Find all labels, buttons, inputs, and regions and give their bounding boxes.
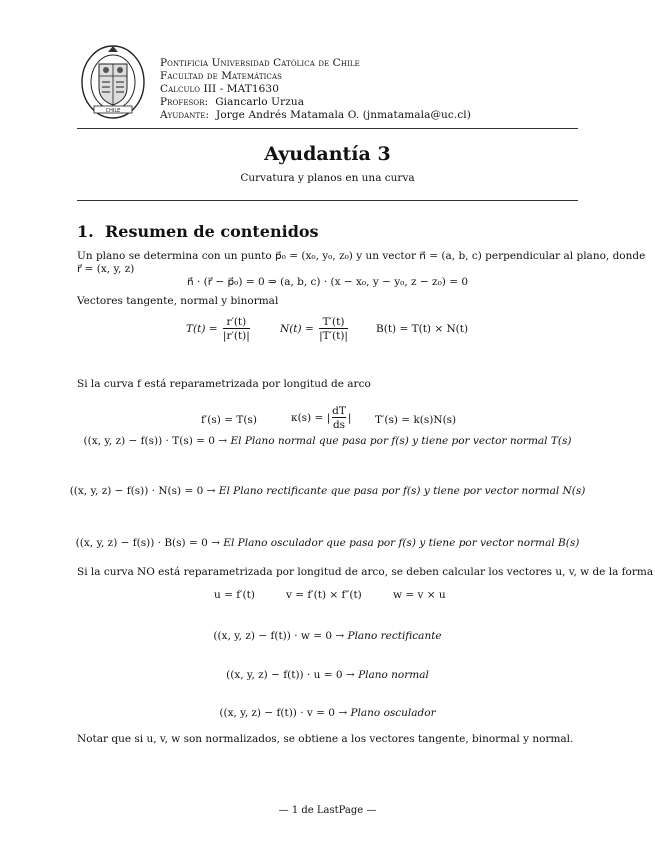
header-divider: [77, 128, 578, 129]
normal-left: N(t) =: [280, 323, 314, 335]
curvature-def: [291, 405, 351, 431]
osculating-t-desc: Plano osculador: [350, 707, 436, 719]
curvature-right: |: [347, 412, 352, 424]
f-prime-def: f′(s) = T(s): [201, 414, 257, 426]
w-def: w = v × u: [393, 589, 446, 601]
plane-equation: n⃗ · (r⃗ − p⃗₀) = 0 ⇒ (a, b, c) · (x − x₀, y − y₀, z − z₀) = 0: [186, 276, 469, 288]
non-arc-intro: Si la curva NO está reparametrizada por longitud de arco, se deben calcular los vectores u, v, w de la forma: [77, 566, 654, 578]
faculty-name: Facultad de Matemáticas: [160, 70, 283, 82]
tangent-den: |r′(t)|: [222, 330, 250, 342]
normal-plane-eq: ((x, y, z) − f(s)) · T(s) = 0 →: [83, 435, 228, 447]
osculating-plane-line: [0, 537, 655, 549]
professor-label: Profesor:: [160, 96, 209, 108]
osculating-t-line: [0, 707, 655, 719]
tangent-num: r′(t): [226, 316, 247, 328]
normalization-note: Notar que si u, v, w son normalizados, se obtiene a los vectores tangente, binormal y normal.: [77, 733, 574, 745]
osculating-t-eq: ((x, y, z) − f(t)) · v = 0 →: [219, 707, 348, 719]
assistant-label: Ayudante:: [160, 109, 210, 121]
curvature-num: dT: [332, 405, 346, 417]
curvature-left: κ(s) = |: [291, 412, 331, 424]
normal-fraction: [319, 316, 348, 342]
normal-plane-line: [0, 435, 655, 447]
professor-line: [160, 96, 471, 109]
normal-def: [280, 316, 350, 342]
tangent-def: [186, 316, 252, 342]
page-subtitle: Curvatura y planos en una curva: [240, 172, 415, 184]
osculating-plane-desc: El Plano osculador que pasa por f(s) y tiene por vector normal B(s): [223, 537, 580, 549]
rectifying-t-eq: ((x, y, z) − f(t)) · w = 0 →: [213, 630, 345, 642]
tangent-left: T(t) =: [186, 323, 218, 335]
university-seal-logo: [80, 42, 146, 120]
normal-plane-desc: El Plano normal que pasa por f(s) y tiene por vector normal T(s): [230, 435, 572, 447]
t-prime-def: T′(s) = k(s)N(s): [375, 414, 457, 426]
rectifying-plane-desc: El Plano rectificante que pasa por f(s) y tiene por vector normal N(s): [218, 485, 586, 497]
rectifying-t-desc: Plano rectificante: [347, 630, 442, 642]
curvature-den: ds: [332, 419, 346, 431]
normal-num: T′(t): [322, 316, 345, 328]
title-divider: [77, 200, 578, 201]
u-def: u = f′(t): [214, 589, 255, 601]
osculating-plane-eq: ((x, y, z) − f(s)) · B(s) = 0 →: [75, 537, 220, 549]
intro-line-2: r⃗ = (x, y, z): [77, 263, 135, 275]
section-heading: [77, 222, 319, 241]
professor-name: Giancarlo Urzua: [215, 96, 305, 108]
normal-t-desc: Plano normal: [358, 669, 429, 681]
page-title: Ayudantía 3: [264, 143, 391, 165]
page-footer: — 1 de LastPage —: [278, 805, 377, 816]
normal-den: |T′(t)|: [319, 330, 348, 342]
rectifying-plane-line: [0, 485, 655, 497]
curvature-fraction: [332, 405, 346, 431]
assistant-name: Jorge Andrés Matamala O. (jnmatamala@uc.cl): [216, 109, 471, 121]
section-number: 1.: [77, 222, 94, 241]
course-name: Calculo III - MAT1630: [160, 83, 279, 95]
v-def: v = f′(t) × f″(t): [286, 589, 362, 601]
tangent-fraction: [223, 316, 250, 342]
binormal-def: B(t) = T(t) × N(t): [376, 323, 469, 335]
header-block: [160, 57, 471, 122]
intro-line-1: Un plano se determina con un punto p⃗₀ = (x₀, y₀, z₀) y un vector n⃗ = (a, b, c) perpendicular al plano, donde: [77, 250, 646, 262]
arc-intro: Si la curva f está reparametrizada por longitud de arco: [77, 378, 371, 390]
university-name: Pontificia Universidad Católica de Chile: [160, 57, 360, 69]
svg-text:CHILE: CHILE: [105, 108, 121, 114]
assistant-line: [160, 109, 471, 122]
normal-t-eq: ((x, y, z) − f(t)) · u = 0 →: [226, 669, 355, 681]
vectors-intro: Vectores tangente, normal y binormal: [77, 295, 279, 307]
section-title: Resumen de contenidos: [105, 222, 319, 241]
rectifying-plane-eq: ((x, y, z) − f(s)) · N(s) = 0 →: [69, 485, 216, 497]
rectifying-t-line: [0, 630, 655, 642]
normal-t-line: [0, 669, 655, 681]
